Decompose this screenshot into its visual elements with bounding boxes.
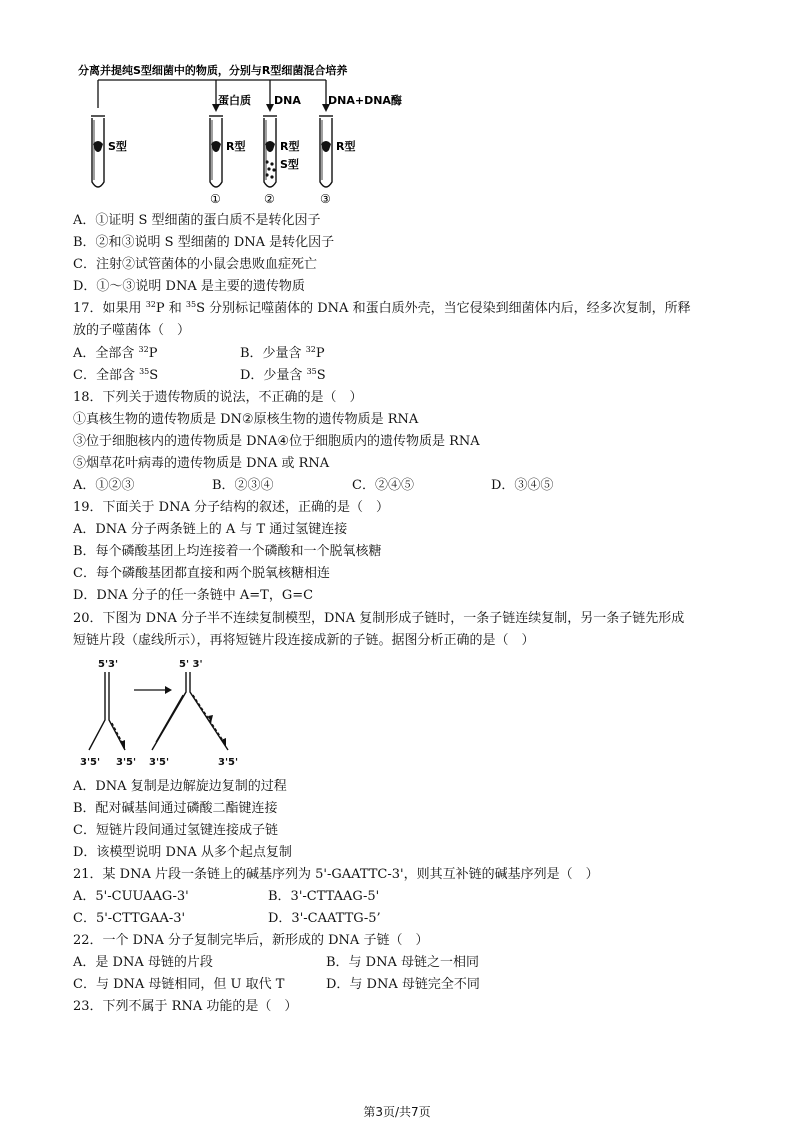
q22-option-d: D．与 DNA 母链完全不同	[326, 977, 480, 992]
left-top-label: 5'3'	[98, 659, 119, 670]
q18-option-a: A．①②③	[73, 478, 135, 493]
transformation-experiment-figure	[70, 58, 402, 206]
q19-option-c: C．每个磷酸基团都直接和两个脱氧核糖相连	[73, 566, 330, 581]
tube-label-r-2: R型	[280, 140, 300, 153]
dna-replication-figure	[72, 652, 252, 772]
page-footer: 第3页/共7页	[363, 1105, 431, 1119]
q16-option-c: C．注射②试管菌体的小鼠会患败血症死亡	[73, 257, 317, 272]
q21-option-b: B．3'-CTTAAG-5'	[268, 889, 380, 904]
q22-option-a: A．是 DNA 母链的片段	[73, 955, 213, 970]
branch-label-protein: 蛋白质	[218, 94, 251, 107]
q19-stem: 19．下面关于 DNA 分子结构的叙述，正确的是（ ）	[73, 500, 389, 515]
q21-option-d: D．3'-CAATTG-5’	[268, 911, 381, 926]
q18-option-c: C．②④⑤	[352, 478, 414, 493]
tube-label-r-1: R型	[226, 140, 246, 153]
q16-option-b: B．②和③说明 S 型细菌的 DNA 是转化因子	[73, 235, 335, 250]
figure-header: 分离并提纯S型细菌中的物质，分别与R型细菌混合培养	[78, 64, 348, 77]
tube-number-1: ①	[210, 192, 221, 206]
q22-option-b: B．与 DNA 母链之一相同	[326, 955, 480, 970]
q21-option-c: C．5'-CTTGAA-3'	[73, 911, 186, 926]
q21-option-a: A．5'-CUUAAG-3'	[73, 889, 189, 904]
q21-stem: 21．某 DNA 片段一条链上的碱基序列为 5'-GAATTC-3'，则其互补链的碱基序列是（ ）	[73, 867, 599, 882]
q18-statement-2: ③位于细胞核内的遗传物质是 DNA④位于细胞质内的遗传物质是 RNA	[73, 434, 480, 449]
q17-stem: 17．如果用 $^{32}$P 和 $^{35}$S 分别标记噬菌体的 DNA 和蛋白质外壳，当它侵染到细菌体内后，经多次复制，所释	[73, 300, 691, 316]
q18-statement-1: ①真核生物的遗传物质是 DN②原核生物的遗传物质是 RNA	[73, 412, 419, 427]
q20-option-d: D．该模型说明 DNA 从多个起点复制	[73, 845, 292, 860]
tube-label-s: S型	[108, 140, 127, 153]
q22-stem: 22．一个 DNA 分子复制完毕后，新形成的 DNA 子链（ ）	[73, 933, 429, 948]
q17-option-d: D．少量含 $^{35}$S	[240, 367, 326, 383]
tube-number-2: ②	[264, 192, 275, 206]
q16-option-a: A．①证明 S 型细菌的蛋白质不是转化因子	[73, 213, 321, 228]
tube-label-s-2: S型	[280, 158, 299, 171]
q17-stem-line2: 放的子噬菌体（ ）	[73, 323, 191, 338]
q20-stem-line2: 短链片段（虚线所示），再将短链片段连接成新的子链。据图分析正确的是（ ）	[73, 633, 535, 648]
left-bottom-right-label: 3'5'	[116, 757, 137, 768]
tube-number-3: ③	[320, 192, 331, 206]
right-top-label: 5' 3'	[179, 659, 203, 670]
branch-label-dna: DNA	[274, 94, 301, 107]
tube-label-r-3: R型	[336, 140, 356, 153]
q20-stem-line1: 20．下图为 DNA 分子半不连续复制模型，DNA 复制形成子链时，一条子链连续复制，另一条子链先形成	[73, 611, 685, 626]
q22-option-c: C．与 DNA 母链相同，但 U 取代 T	[73, 977, 285, 992]
left-bottom-left-label: 3'5'	[80, 757, 101, 768]
q19-option-a: A．DNA 分子两条链上的 A 与 T 通过氢键连接	[73, 522, 348, 537]
q20-option-b: B．配对碱基间通过磷酸二酯键连接	[73, 801, 278, 816]
q20-option-a: A．DNA 复制是边解旋边复制的过程	[73, 779, 287, 794]
q23-stem: 23．下列不属于 RNA 功能的是（ ）	[73, 999, 298, 1014]
right-bottom-left-label: 3'5'	[149, 757, 170, 768]
q17-option-a: A．全部含 $^{32}$P	[73, 345, 158, 361]
q18-option-b: B．②③④	[212, 478, 274, 493]
q19-option-b: B．每个磷酸基团上均连接着一个磷酸和一个脱氧核糖	[73, 544, 382, 559]
q16-option-d: D．①～③说明 DNA 是主要的遗传物质	[73, 279, 305, 294]
q17-option-c: C．全部含 $^{35}$S	[73, 367, 159, 383]
branch-label-dna-dnase: DNA+DNA酶	[328, 94, 402, 107]
q18-option-d: D．③④⑤	[491, 478, 554, 493]
q19-option-d: D．DNA 分子的任一条链中 A=T，G=C	[73, 588, 314, 603]
q20-option-c: C．短链片段间通过氢键连接成子链	[73, 823, 278, 838]
q17-option-b: B．少量含 $^{32}$P	[240, 345, 325, 361]
q18-stem: 18．下列关于遗传物质的说法，不正确的是（ ）	[73, 390, 363, 405]
right-bottom-right-label: 3'5'	[218, 757, 239, 768]
q18-statement-3: ⑤烟草花叶病毒的遗传物质是 DNA 或 RNA	[73, 456, 330, 471]
